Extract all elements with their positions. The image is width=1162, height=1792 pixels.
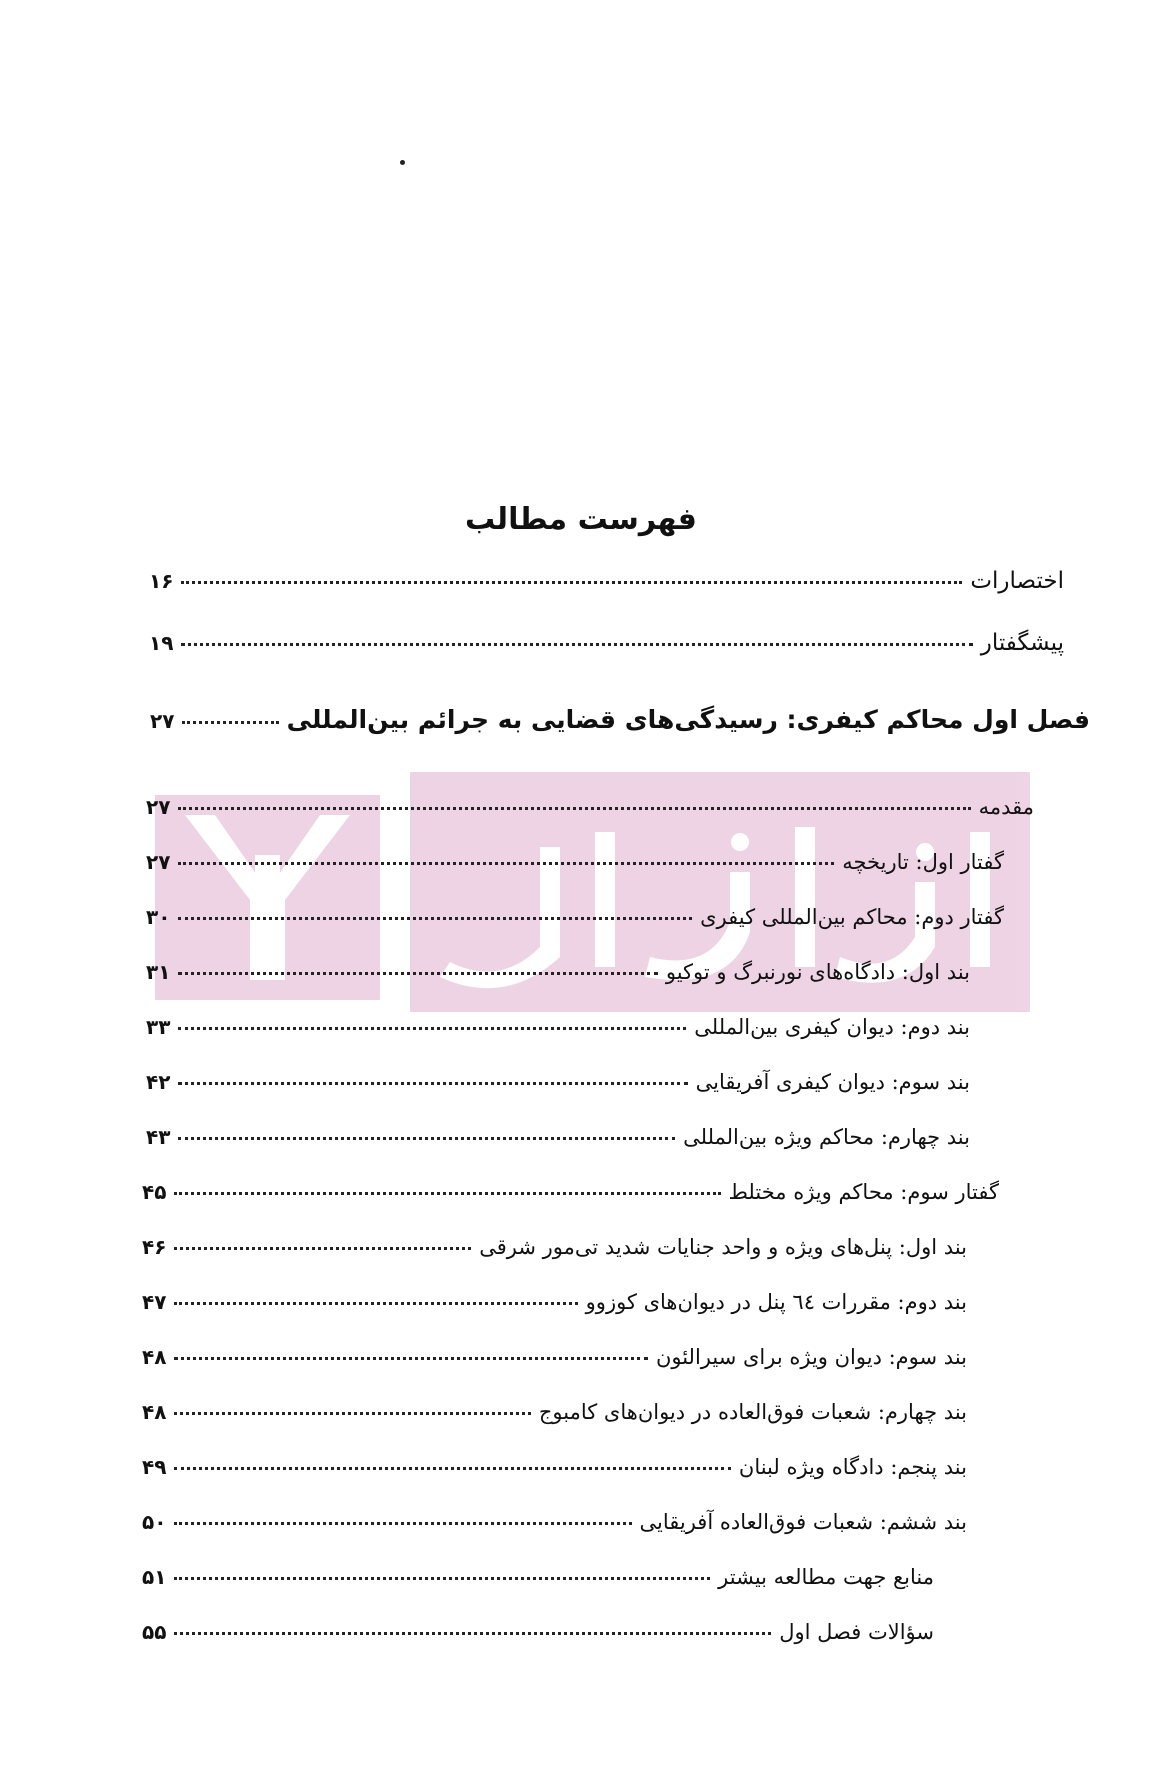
toc-entry-further-reading[interactable] (142, 1565, 934, 1589)
toc-entry-label: اختصارات (970, 568, 1064, 594)
toc-entry-label: بند ششم: شعبات فوق‌العاده آفریقایی (639, 1510, 967, 1534)
toc-entry-label: مقدمه (978, 795, 1034, 819)
toc-entry-page: ۳۰ (146, 905, 171, 929)
toc-entry-abbreviations[interactable] (149, 568, 1064, 594)
toc-entry-clause[interactable] (142, 1455, 967, 1479)
toc-entry-introduction[interactable] (146, 795, 1034, 819)
dot-leader (174, 1192, 720, 1195)
toc-entry-preface[interactable] (149, 630, 1064, 656)
toc-entry-page: ۳۱ (146, 960, 171, 984)
toc-entry-clause[interactable] (146, 1015, 970, 1039)
toc-entry-section-three[interactable] (142, 1180, 999, 1204)
toc-entry-clause[interactable] (146, 1125, 970, 1149)
dot-leader (178, 862, 834, 865)
toc-entry-page: ۲۷ (146, 795, 171, 819)
dot-leader (174, 1302, 577, 1305)
dot-leader (174, 1412, 530, 1415)
dot-leader (174, 1467, 730, 1470)
toc-entry-section-one[interactable] (146, 850, 1004, 874)
toc-entry-page: ۴۳ (146, 1125, 171, 1149)
toc-entry-page: ۲۷ (146, 850, 171, 874)
toc-entry-label: بند دوم: دیوان کیفری بین‌المللی (694, 1015, 970, 1039)
toc-entry-label: بند چهارم: شعبات فوق‌العاده در دیوان‌های کامبوج (538, 1400, 967, 1424)
toc-entry-page: ۴۶ (142, 1235, 167, 1259)
dot-leader (178, 972, 657, 975)
toc-entry-label: بند دوم: مقررات ٦٤ پنل در دیوان‌های کوزوو (585, 1290, 967, 1314)
dot-leader (181, 581, 962, 584)
toc-entry-label: بند سوم: دیوان ویژه برای سیرالئون (655, 1345, 967, 1369)
toc-entry-label: بند پنجم: دادگاه ویژه لبنان (738, 1455, 967, 1479)
dot-leader (178, 1137, 675, 1140)
dot-leader (174, 1577, 710, 1580)
toc-entry-label: پیشگفتار (980, 630, 1064, 656)
toc-entry-clause[interactable] (146, 1070, 970, 1094)
toc-entry-page: ۲۷ (150, 709, 175, 733)
toc-entry-clause[interactable] (142, 1510, 967, 1534)
toc-entry-label: گفتار دوم: محاکم بین‌المللی کیفری (700, 905, 1004, 929)
toc-entry-clause[interactable] (146, 960, 970, 984)
toc-entry-clause[interactable] (142, 1290, 967, 1314)
toc-entry-page: ۴۵ (142, 1180, 167, 1204)
dot-leader (178, 1027, 686, 1030)
toc-entry-page: ۴۹ (142, 1455, 167, 1479)
toc-entry-clause[interactable] (142, 1345, 967, 1369)
toc-entry-page: ۴۸ (142, 1400, 167, 1424)
dot-leader (178, 807, 970, 810)
toc-entry-clause[interactable] (142, 1400, 967, 1424)
toc-entry-page: ۴۸ (142, 1345, 167, 1369)
toc-entry-label: بند اول: دادگاه‌های نورنبرگ و توکیو (665, 960, 970, 984)
toc-entry-label: بند اول: پنل‌های ویژه و واحد جنایات شدید تی‌مور شرقی (479, 1235, 967, 1259)
toc-entry-page: ۵۵ (142, 1620, 167, 1644)
dot-leader (178, 1082, 687, 1085)
toc-entry-chapter-one[interactable] (150, 705, 1090, 734)
ink-speck (400, 160, 405, 165)
dot-leader (174, 1357, 648, 1360)
toc-entry-page: ۵۰ (142, 1510, 167, 1534)
toc-entry-label: فصل اول محاکم کیفری: رسیدگی‌های قضایی به جرائم بین‌المللی (286, 705, 1090, 734)
toc-entry-page: ۵۱ (142, 1565, 167, 1589)
dot-leader (182, 721, 278, 724)
dot-leader (174, 1247, 471, 1250)
toc-entry-label: گفتار سوم: محاکم ویژه مختلط (728, 1180, 999, 1204)
toc-entry-page: ۴۷ (142, 1290, 167, 1314)
toc-entry-page: ۱۶ (149, 569, 174, 593)
dot-leader (174, 1522, 631, 1525)
toc-entry-clause[interactable] (142, 1235, 967, 1259)
toc-title: فهرست مطالب (465, 502, 697, 537)
toc-entry-label: بند سوم: دیوان کیفری آفریقایی (695, 1070, 970, 1094)
dot-leader (181, 643, 972, 646)
toc-entry-page: ۴۲ (146, 1070, 171, 1094)
toc-entry-section-two[interactable] (146, 905, 1004, 929)
dot-leader (174, 1632, 771, 1635)
toc-entry-label: منابع جهت مطالعه بیشتر (718, 1565, 934, 1589)
toc-entry-chapter-questions[interactable] (142, 1620, 934, 1644)
toc-entry-label: بند چهارم: محاکم ویژه بین‌المللی (683, 1125, 970, 1149)
toc-entry-page: ۳۳ (146, 1015, 171, 1039)
toc-entry-label: گفتار اول: تاریخچه (842, 850, 1004, 874)
dot-leader (178, 917, 692, 920)
toc-entry-page: ۱۹ (149, 631, 174, 655)
toc-entry-label: سؤالات فصل اول (779, 1620, 934, 1644)
